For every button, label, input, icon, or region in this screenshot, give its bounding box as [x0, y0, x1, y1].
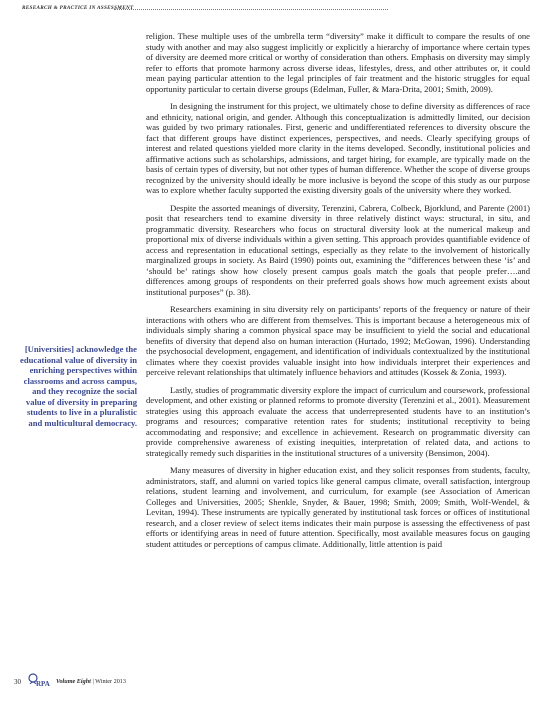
paragraph: Researchers examining in situ diversity rely on participants’ reports of the frequency or nature of their interactions with others who are different from themselves. This is important because a heterogeneous mix of individuals simply sharing a common physical space may be insufficient to yield the social and educational benefits of diversity that depend also on human interaction (Hurtado, 1992; McGowan, 1996). Understanding the psychosocial development, engagement, and identification of individuals contextualized by the institutional climates where they coexist provides valuable insight into how individuals interpret their experiences and perceive relevant relationships that ultimately influence behaviors and attitudes (Kossek & Zonia, 1993). [146, 304, 530, 377]
header-dotted-rule [114, 9, 388, 10]
paragraph: religion. These multiple uses of the umbrella term “diversity” make it difficult to compare the results of one study with another and may also suggest implicitly or explicitly a hierarchy of importance where certain types of diversity are deemed more critical or worthy of consideration than others. Emphasis on diversity may simply refer to efforts that promote harmony across diverse ideas, lifestyles, dress, and other attributes or, it could mean paying particular attention to the legal principles of fair treatment and the historic struggles for equal opportunity particular to certain diverse groups (Edelman, Fuller, & Mara-Drita, 2001; Smith, 2009). [146, 31, 530, 94]
page-number: 30 [14, 678, 21, 686]
paragraph: Many measures of diversity in higher education exist, and they solicit responses from students, faculty, administrators, staff, and alumni on varied topics like general campus climate, overall satisfaction, intergroup relations, student learning and involvement, and curriculum, for example (see Association of American Colleges and Universities, 2005; Shenkle, Snyder, & Bauer, 1998; Smith, 2009; Smith, Wolf-Wendel, & Levitan, 1994). These instruments are typically generated by institutional task forces or offices of institutional research, and a closer review of select items indicates their main purpose is assessing the effectiveness of past efforts or identifying areas in need of future attention. Specifically, most available measures focus on gauging student attitudes or perceptions of campus climate. Additionally, little attention is paid [146, 465, 530, 549]
issue-label: | Winter 2013 [90, 678, 126, 685]
paragraph: In designing the instrument for this project, we ultimately chose to define diversity as differences of race and ethnicity, national origin, and gender. Although this conceptualization is admittedly limited, our decision was guided by two primary rationales. First, generic and undifferentiated references to diversity obscure the fact that different groups have distinct experiences, perspectives, and needs. Clearly specifying groups of interest and related questions yielded more clarity in the items developed. Secondly, institutional policies and affirmative actions such as scholarships, admissions, and target hiring, for example, are typically made on the basis of certain types of diversity, but not other types of human difference. Whether the scope of diverse groups recognized by the university should ideally be more inclusive is beyond the scope of this study as our purpose was to explore whether faculty supported the existing diversity goals of the university where they worked. [146, 101, 530, 195]
running-header [22, 5, 528, 17]
issue-info [56, 678, 126, 685]
svg-text:RPA: RPA [36, 680, 50, 688]
paragraph: Lastly, studies of programmatic diversity explore the impact of curriculum and coursework, professional development, and other existing or planned reforms to promote diversity (Terenzini et al., 2001). Measurement strategies using this approach evaluate the access that underrepresented students have to an institution’s programs and resources; comparative retention rates for students; institutional receptivity to being accommodating and responsive; and excellence in achievement. Research on programmatic diversity can provide comprehensive awareness of existing inequities, interpretation of related data, and actions to strategically remedy such disparities in the institutional structures of a university (Bensimon, 2004). [146, 384, 530, 458]
pull-quote: [Universities] acknowledge the educational value of diversity in enriching perspectives within classrooms and across campus, and they recognize the social value of diversity in preparing students to live in a pluralistic and multicultural democracy. [20, 344, 137, 428]
article-body [146, 31, 530, 556]
rpa-logo-icon [27, 672, 51, 688]
volume-label: Volume Eight [56, 678, 91, 685]
paragraph: Despite the assorted meanings of diversity, Terenzini, Cabrera, Colbeck, Bjorklund, and Parente (2001) posit that researchers tend to examine diversity in three relatively distinct ways: structural, in situ, and programmatic diversity. Researchers who focus on structural diversity look at the numerical makeup and proportional mix of diverse individuals within a given setting. This approach provides quantifiable evidence of access and representation in educational settings, especially as they relate to the involvement of historically marginalized groups in society. As Baird (1990) points out, examining the “differences between these ‘is’ and ‘should be’ ratings show how closely present campus goals match the goals that people prefer….and differences among groups of respondents on their preferred goals shows how much agreement exists about institutional purposes” (p. 38). [146, 202, 530, 297]
journal-title: RESEARCH & PRACTICE IN ASSESSMENT [22, 5, 134, 11]
